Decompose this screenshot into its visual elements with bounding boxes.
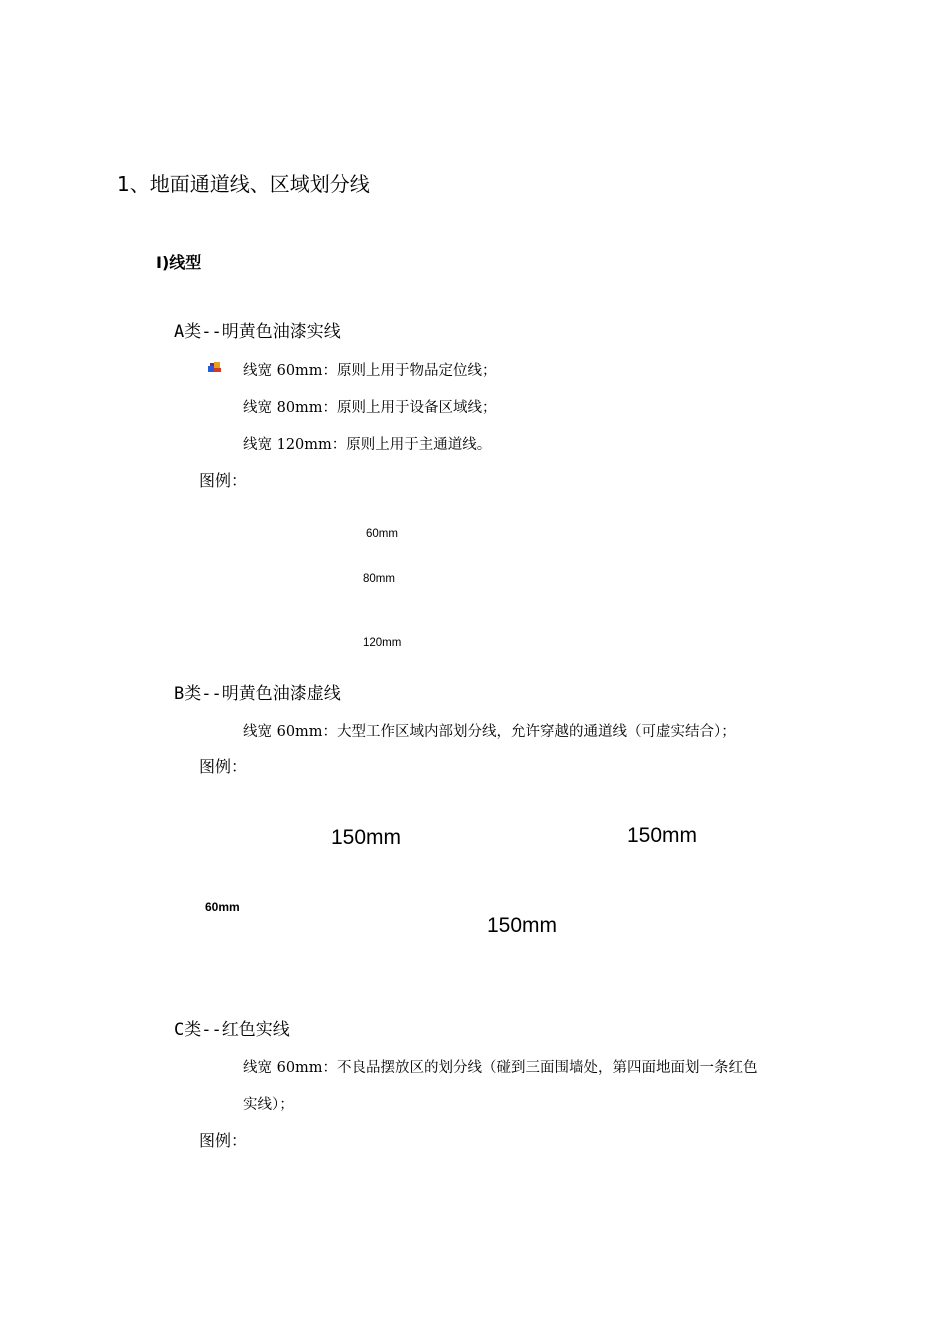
diagram-label-150mm-bottom: 150mm (487, 914, 558, 937)
class-b-legend-label: 图例： (199, 757, 248, 776)
class-c-legend-label: 图例： (199, 1131, 248, 1150)
diagram-label-120mm: 120mm (363, 637, 402, 649)
diagram-label-150mm-right: 150mm (627, 824, 698, 847)
class-b-line: 线宽 60mm：大型工作区域内部划分线，允许穿越的通道线（可虚实结合）； (243, 724, 736, 740)
bullet-icon (207, 360, 223, 374)
class-a-line-60: 线宽 60mm：原则上用于物品定位线； (243, 363, 497, 379)
class-a-title: A类--明黄色油漆实线 (174, 322, 341, 342)
class-a-legend-label: 图例： (199, 471, 248, 490)
class-b-title: B类--明黄色油漆虚线 (174, 684, 341, 704)
class-c-line-2: 实线）； (243, 1097, 294, 1113)
diagram-label-80mm: 80mm (363, 573, 395, 585)
section-heading: 1、地面通道线、区域划分线 (117, 172, 370, 196)
class-c-title: C类--红色实线 (174, 1020, 290, 1040)
diagram-label-60mm-width: 60mm (205, 900, 240, 914)
class-c-line-1: 线宽 60mm：不良品摆放区的划分线（碰到三面围墙处，第四面地面划一条红色 (243, 1060, 758, 1076)
subsection-heading: I)线型 (156, 253, 202, 272)
class-a-line-80: 线宽 80mm：原则上用于设备区域线； (243, 400, 497, 416)
class-a-line-120: 线宽 120mm：原则上用于主通道线。 (243, 437, 492, 453)
diagram-label-150mm-left: 150mm (331, 826, 402, 849)
diagram-label-60mm: 60mm (366, 528, 398, 540)
